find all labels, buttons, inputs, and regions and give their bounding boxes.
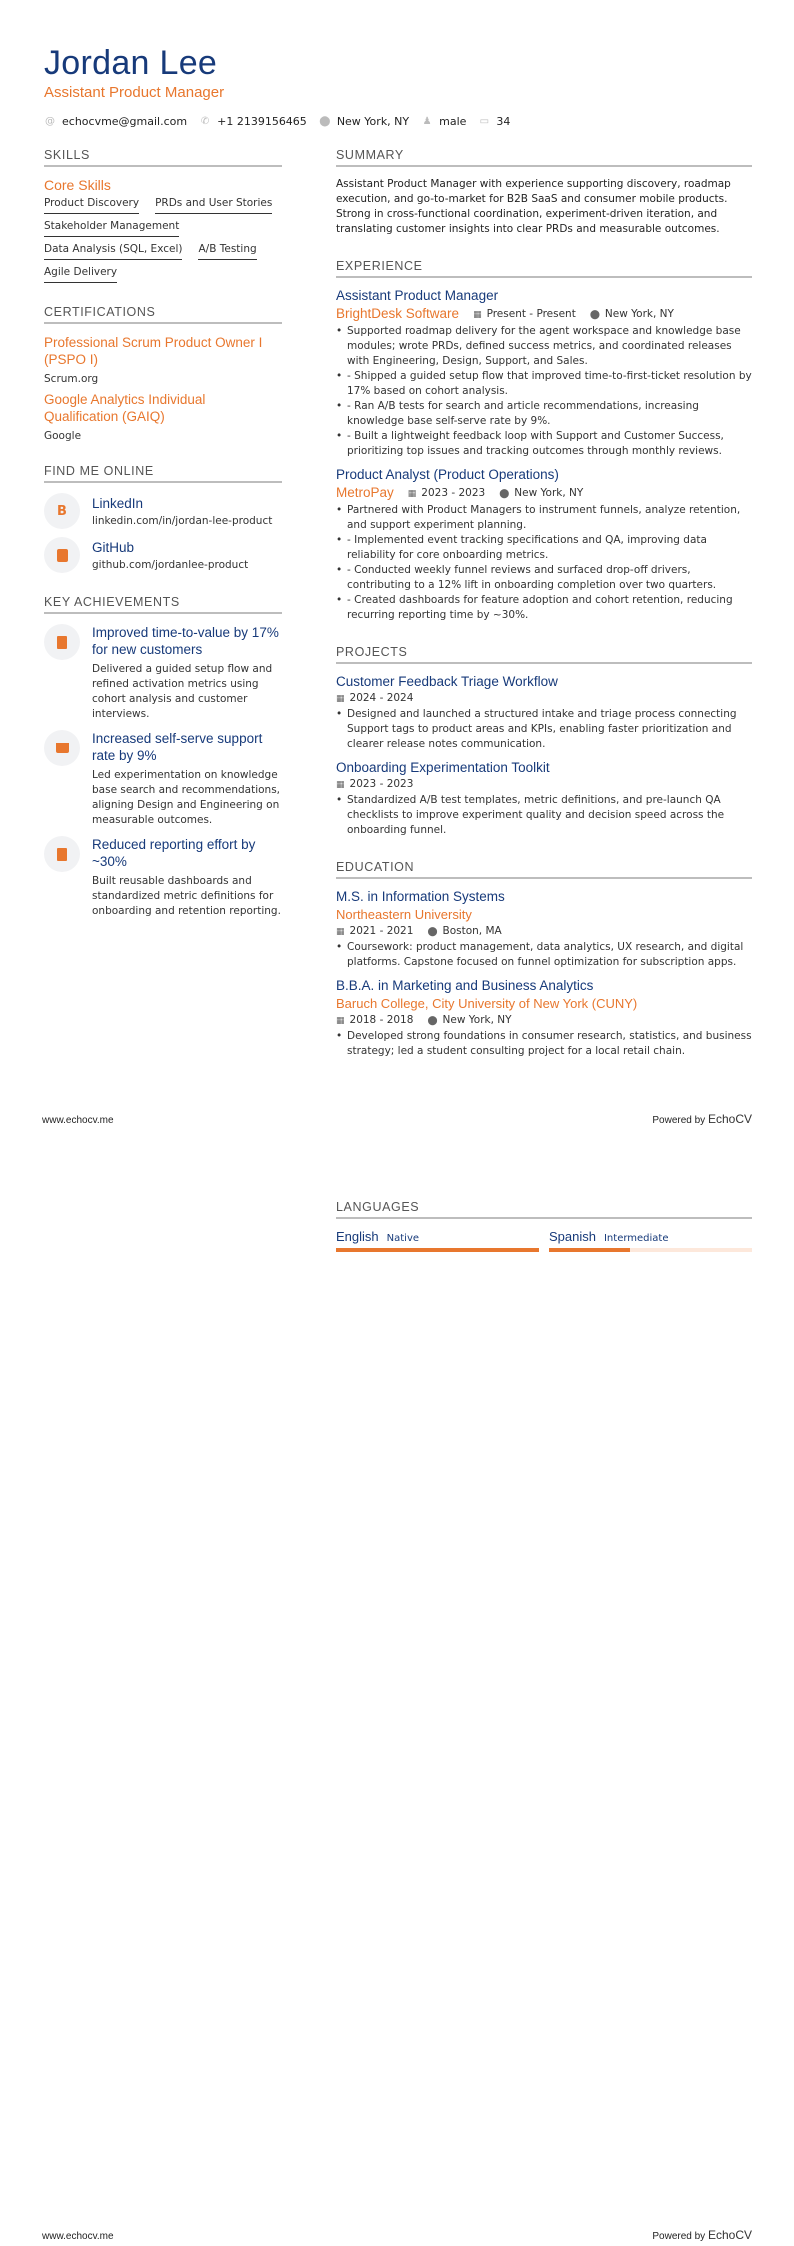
location-icon: ⬤ bbox=[427, 1016, 438, 1026]
achievement-title: Improved time-to-value by 17% for new customers bbox=[92, 625, 279, 657]
language-bar bbox=[549, 1248, 752, 1252]
summary-text: Assistant Product Manager with experience supporting discovery, roadmap execution, and go-to-market for B2B SaaS and consumer mobile products. Strong in cross-functional coordination, experiment-driven iteration, and translating customer insights into clear PRDs and measurable outcomes. bbox=[336, 178, 731, 235]
language-item bbox=[336, 1229, 539, 1252]
skill-tag: Agile Delivery bbox=[44, 266, 117, 283]
education-location: New York, NY bbox=[442, 1014, 512, 1026]
project-entry bbox=[336, 674, 752, 752]
section-title: LANGUAGES bbox=[336, 1200, 752, 1219]
job-meta bbox=[336, 485, 752, 500]
job-dates: 2023 - 2023 bbox=[421, 486, 486, 499]
document-chart-icon bbox=[44, 836, 80, 872]
online-item-github[interactable] bbox=[44, 537, 282, 573]
school: Baruch College, City University of New York (CUNY) bbox=[336, 996, 638, 1011]
bullet: • - Implemented event tracking specifications and QA, improving data reliability for core onboarding metrics. bbox=[336, 533, 752, 563]
job-dates: Present - Present bbox=[486, 307, 576, 320]
school: Northeastern University bbox=[336, 907, 472, 922]
project-meta bbox=[336, 692, 752, 704]
powered-by bbox=[652, 1112, 752, 1126]
language-bar-fill bbox=[549, 1248, 630, 1252]
resume-header bbox=[44, 44, 510, 128]
section-title: EXPERIENCE bbox=[336, 259, 752, 278]
bullet: • - Shipped a guided setup flow that improved time-to-first-ticket resolution by 17% based on cohort analysis. bbox=[336, 369, 752, 399]
language-bar bbox=[336, 1248, 539, 1252]
job-bullets bbox=[336, 503, 752, 623]
online-label: LinkedIn bbox=[92, 495, 144, 511]
achievements-section bbox=[44, 595, 282, 919]
online-label: GitHub bbox=[92, 539, 135, 555]
calendar-icon: ▦ bbox=[473, 309, 482, 320]
location-icon: ⬤ bbox=[319, 116, 331, 127]
education-meta bbox=[336, 925, 752, 937]
project-dates: 2024 - 2024 bbox=[349, 692, 414, 704]
education-dates: 2021 - 2021 bbox=[349, 925, 414, 937]
language-name: English bbox=[336, 1229, 379, 1244]
language-level: Native bbox=[386, 1233, 420, 1244]
project-bullets bbox=[336, 793, 752, 838]
experience-entry bbox=[336, 467, 752, 623]
skill-tag: PRDs and User Stories bbox=[155, 197, 272, 214]
company-name: MetroPay bbox=[336, 485, 394, 500]
education-location: Boston, MA bbox=[442, 925, 502, 937]
bullet: • Supported roadmap delivery for the agent workspace and knowledge base modules; wrote PRDs, defined success metrics, and coordinated releases with Engineering, Design, Support, and Sales. bbox=[336, 324, 752, 369]
education-bullets bbox=[336, 1029, 752, 1059]
achievement-desc: Led experimentation on knowledge base search and recommendations, aligning Design and Engineering on measurable outcomes. bbox=[92, 769, 281, 826]
language-name: Spanish bbox=[549, 1229, 596, 1244]
page-footer bbox=[42, 1112, 752, 1126]
achievement-desc: Built reusable dashboards and standardized metric definitions for onboarding and retention reporting. bbox=[92, 875, 281, 917]
skill-tag: Stakeholder Management bbox=[44, 220, 179, 237]
powered-by bbox=[652, 2228, 752, 2242]
left-column bbox=[44, 148, 282, 941]
section-title: KEY ACHIEVEMENTS bbox=[44, 595, 282, 614]
certifications-section bbox=[44, 305, 282, 442]
job-location: New York, NY bbox=[514, 486, 584, 499]
archive-box-icon bbox=[44, 730, 80, 766]
person-icon: ♟ bbox=[422, 116, 432, 127]
languages-section bbox=[336, 1200, 752, 1252]
section-title: CERTIFICATIONS bbox=[44, 305, 282, 324]
calendar-icon: ▦ bbox=[336, 1016, 345, 1026]
bullet: • Partnered with Product Managers to instrument funnels, analyze retention, and support experiment planning. bbox=[336, 503, 752, 533]
github-icon bbox=[44, 537, 80, 573]
bullet: • - Conducted weekly funnel reviews and surfaced drop-off drivers, contributing to a 12% lift in onboarding completion over two quarters. bbox=[336, 563, 752, 593]
achievement-desc: Delivered a guided setup flow and refined activation metrics using cohort analysis and customer interviews. bbox=[92, 663, 273, 720]
cert-org: Google bbox=[44, 430, 82, 442]
skill-group-title: Core Skills bbox=[44, 177, 111, 193]
location-icon: ⬤ bbox=[589, 309, 600, 320]
experience-section bbox=[336, 259, 752, 623]
achievement-title: Increased self-serve support rate by 9% bbox=[92, 731, 263, 763]
project-name: Onboarding Experimentation Toolkit bbox=[336, 760, 550, 775]
section-title: FIND ME ONLINE bbox=[44, 464, 282, 483]
bullet: • - Created dashboards for feature adoption and cohort retention, reducing recurring reporting time by ~30%. bbox=[336, 593, 752, 623]
bullet: • Designed and launched a structured intake and triage process connecting Support tags to product areas and KPIs, enabling faster prioritization and clearer release notes communication. bbox=[336, 707, 752, 752]
contact-gender: ♟ male bbox=[422, 115, 467, 128]
footer-url[interactable]: www.echocv.me bbox=[42, 1115, 114, 1126]
bullet: • Coursework: product management, data analytics, UX research, and digital platforms. Capstone focused on funnel optimization for subscription apps. bbox=[336, 940, 752, 970]
contact-email[interactable]: @ echocvme@gmail.com bbox=[45, 115, 188, 128]
location-icon: ⬤ bbox=[427, 927, 438, 937]
calendar-icon: ▭ bbox=[479, 116, 490, 127]
education-entry bbox=[336, 978, 752, 1059]
education-dates: 2018 - 2018 bbox=[349, 1014, 414, 1026]
phone-icon: ✆ bbox=[200, 116, 210, 127]
candidate-title: Assistant Product Manager bbox=[44, 84, 225, 101]
language-bar-fill bbox=[336, 1248, 539, 1252]
achievement-title: Reduced reporting effort by ~30% bbox=[92, 837, 256, 869]
section-title: PROJECTS bbox=[336, 645, 752, 664]
language-item bbox=[549, 1229, 752, 1252]
contact-bar bbox=[44, 115, 510, 128]
language-list bbox=[336, 1229, 752, 1252]
powered-prefix: Powered by bbox=[652, 2231, 706, 2242]
online-item-linkedin[interactable] bbox=[44, 493, 282, 529]
right-column bbox=[336, 148, 752, 1081]
language-level: Intermediate bbox=[603, 1233, 669, 1244]
job-bullets bbox=[336, 324, 752, 459]
calendar-icon: ▦ bbox=[336, 780, 345, 790]
brand-name: EchoCV bbox=[707, 1112, 752, 1126]
project-meta bbox=[336, 778, 752, 790]
bullet: • - Built a lightweight feedback loop with Support and Customer Success, prioritizing top issues and tracking outcomes through monthly reviews. bbox=[336, 429, 752, 459]
job-meta bbox=[336, 306, 752, 321]
cert-name: Google Analytics Individual Qualification (GAIQ) bbox=[44, 392, 206, 424]
candidate-name: Jordan Lee bbox=[44, 44, 218, 82]
summary-section bbox=[336, 148, 752, 237]
brand-name: EchoCV bbox=[707, 2228, 752, 2242]
skill-tag: Data Analysis (SQL, Excel) bbox=[44, 243, 182, 260]
job-title: Product Analyst (Product Operations) bbox=[336, 467, 559, 482]
skills-section bbox=[44, 148, 282, 283]
project-entry bbox=[336, 760, 752, 838]
calendar-icon: ▦ bbox=[336, 927, 345, 937]
project-name: Customer Feedback Triage Workflow bbox=[336, 674, 558, 689]
bullet: • - Ran A/B tests for search and article recommendations, increasing knowledge base self-serve rate by 9%. bbox=[336, 399, 752, 429]
section-title: EDUCATION bbox=[336, 860, 752, 879]
online-url[interactable]: github.com/jordanlee-product bbox=[92, 558, 249, 571]
linkedin-icon: B bbox=[44, 493, 80, 529]
education-meta bbox=[336, 1014, 752, 1026]
education-section bbox=[336, 860, 752, 1059]
projects-section bbox=[336, 645, 752, 838]
cert-org: Scrum.org bbox=[44, 373, 99, 385]
calendar-icon: ▦ bbox=[407, 488, 417, 499]
project-dates: 2023 - 2023 bbox=[349, 778, 414, 790]
skill-list bbox=[44, 197, 282, 283]
skill-tag: A/B Testing bbox=[198, 243, 256, 260]
company-name: BrightDesk Software bbox=[336, 306, 460, 321]
education-bullets bbox=[336, 940, 752, 970]
job-location: New York, NY bbox=[604, 307, 674, 320]
online-section bbox=[44, 464, 282, 573]
calendar-icon: ▦ bbox=[336, 694, 345, 704]
page-footer-2 bbox=[42, 2228, 752, 2242]
section-title: SKILLS bbox=[44, 148, 282, 167]
bullet: • Developed strong foundations in consumer research, statistics, and business strategy; led a student consulting project for a local retail chain. bbox=[336, 1029, 752, 1059]
cert-name: Professional Scrum Product Owner I (PSPO I) bbox=[44, 335, 263, 367]
contact-phone[interactable]: ✆ +1 2139156465 bbox=[200, 115, 307, 128]
at-icon: @ bbox=[45, 116, 55, 127]
contact-location: ⬤ New York, NY bbox=[319, 115, 410, 128]
powered-prefix: Powered by bbox=[652, 1115, 706, 1126]
footer-url[interactable]: www.echocv.me bbox=[42, 2231, 114, 2242]
achievement-item bbox=[44, 624, 282, 722]
project-bullets bbox=[336, 707, 752, 752]
degree: B.B.A. in Marketing and Business Analytics bbox=[336, 978, 594, 993]
document-plus-icon bbox=[44, 624, 80, 660]
location-icon: ⬤ bbox=[499, 488, 510, 499]
contact-age: ▭ 34 bbox=[479, 115, 511, 128]
skill-tag: Product Discovery bbox=[44, 197, 139, 214]
achievement-item bbox=[44, 836, 282, 919]
experience-entry bbox=[336, 288, 752, 459]
education-entry bbox=[336, 889, 752, 970]
bullet: • Standardized A/B test templates, metric definitions, and pre-launch QA checklists to improve experiment quality and decision speed across the onboarding funnel. bbox=[336, 793, 752, 838]
section-title: SUMMARY bbox=[336, 148, 752, 167]
online-url[interactable]: linkedin.com/in/jordan-lee-product bbox=[92, 514, 273, 527]
achievement-item bbox=[44, 730, 282, 828]
job-title: Assistant Product Manager bbox=[336, 288, 499, 303]
degree: M.S. in Information Systems bbox=[336, 889, 505, 904]
